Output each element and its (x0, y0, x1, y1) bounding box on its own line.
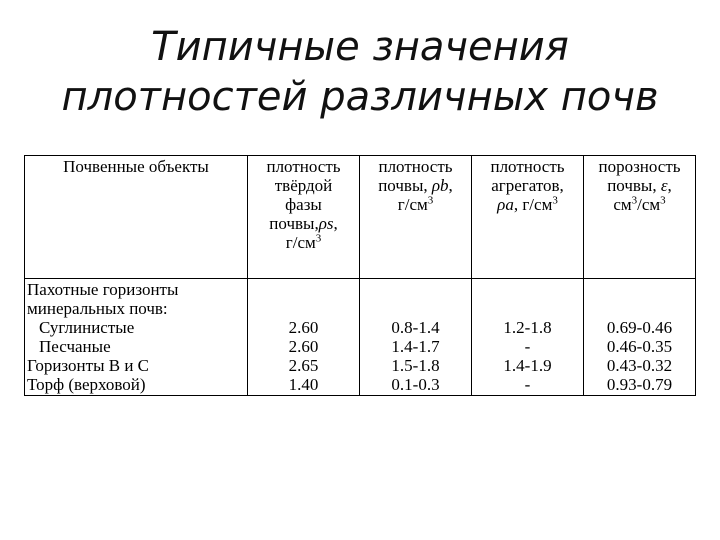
soil-density-table (24, 155, 696, 396)
table-cell: 0.93-0.79 (606, 375, 673, 394)
table-cell: 0.69-0.46 (606, 318, 673, 337)
header-bulk-density: плотность почвы, ρb, $г/см^3$ (360, 156, 472, 279)
header-aggregate-density: плотность агрегатов, ρa, $г/см^3$ (472, 156, 584, 279)
table-cell: 2.65 (288, 356, 319, 375)
porosity-values (584, 279, 696, 396)
header-soil-objects: Почвенные объекты (25, 156, 248, 279)
table-cell: 1.4-1.7 (391, 337, 440, 356)
bulk-density-values (360, 279, 472, 396)
aggregate-density-values (472, 279, 584, 396)
slide-title (0, 22, 720, 122)
table-cell: 0.1-0.3 (391, 375, 440, 394)
table-cell: - (524, 375, 531, 394)
solid-phase-values (248, 279, 360, 396)
header-solid-phase-density: плотность твёрдой фазы почвы,ρs, $г/см^3$ (248, 156, 360, 279)
table-cell: 1.2-1.8 (503, 318, 552, 337)
title-line-1: Типичные значения (151, 24, 569, 70)
table-cell: 2.60 (288, 318, 319, 337)
table-cell: 0.46-0.35 (606, 337, 673, 356)
name-peat: Торф (верховой) (27, 375, 146, 394)
table-cell: 1.40 (288, 375, 319, 394)
name-horizons-bc: Горизонты В и С (27, 356, 150, 375)
name-loamy: Суглинистые (39, 318, 135, 337)
header-porosity: порозность почвы, ε, $см^3/см^3$ (584, 156, 696, 279)
table-cell: - (524, 337, 531, 356)
table-cell: 0.8-1.4 (391, 318, 440, 337)
data-row (25, 279, 696, 396)
header-row (25, 156, 696, 279)
name-arable: Пахотные горизонты (27, 280, 179, 299)
table-cell: 1.5-1.8 (391, 356, 440, 375)
table-cell: 2.60 (288, 337, 319, 356)
name-mineral: минеральных почв: (27, 299, 168, 318)
table-cell: 1.4-1.9 (503, 356, 552, 375)
soil-names-cell (25, 279, 248, 396)
table-cell: 0.43-0.32 (606, 356, 673, 375)
name-sandy: Песчаные (39, 337, 111, 356)
title-line-2: плотностей различных почв (61, 74, 659, 120)
